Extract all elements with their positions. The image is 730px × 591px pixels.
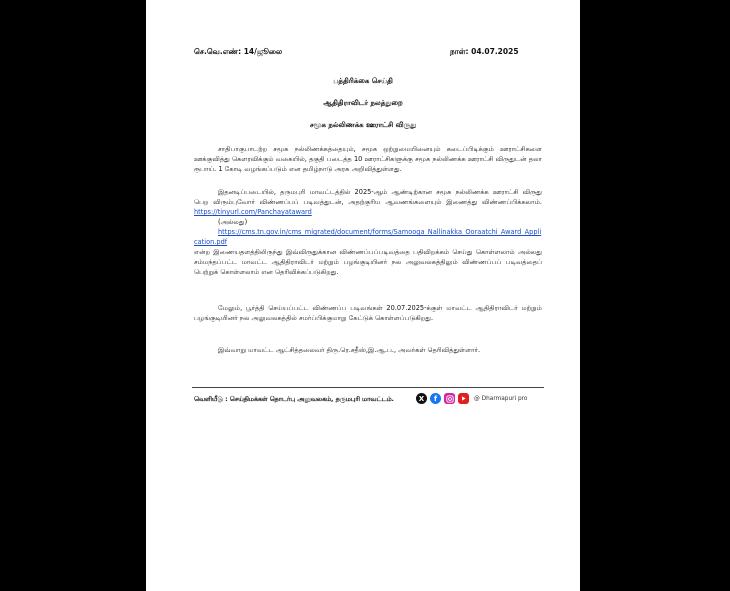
paragraph-2-text-b: என்ற இணையதளத்திலிருந்து இவ்விருதுக்கான விண்ணப்பப்படிவத்தை பதிவிறக்கம் செய்து கொள்ளலாம் அல்லது சம்மந்தப்பட்ட மாவட்ட ஆதிதிராவிடர் மற்றும் பழங்குடியினர் நல அலுவலகத்திலும் விண்ணப்பப் படிவத்தைப் பெற்றுக் கொள்ளலாம் என தெரிவிக்கப்படுகிறது. (194, 248, 542, 276)
release-date: நாள்: 04.07.2025 (450, 47, 519, 56)
paragraph-1-text: சாதிபாகுபாடற்ற சமூக நல்லிணக்கத்தையும், சமூக ஒற்றுமையினையும் கடைப்பிடிக்கும் ஊராட்சிகளை ஊக்குவித்து கௌரவிக்கும் வகையில், தகுதி படைத்த 10 ஊராட்சிகளுக்கு சமூக நல்லிணக்க ஊராட்சி விருதுடன் தலா ரூபாய். 1 கோடி வழங்கப்படும் என தமிழ்நாடு அரசு அறிவித்துள்ளது. (194, 145, 542, 173)
tinyurl-link[interactable]: https://tinyurl.com/Panchayataward (194, 208, 312, 216)
paragraph-2-text-a: இதனடிப்படையில், தருமபுரி மாவட்டத்தில் 2025-ஆம் ஆண்டிற்கான சமூக நல்லிணக்க ஊராட்சி விருது பெற விரும்புவோர் விண்ணப்பப் படிவத்துடன், அதற்குரிய ஆவணங்களையும் இணைத்து விண்ணப்பிக்கலாம். (194, 188, 542, 206)
paragraph-4-text: இவ்வாறு மாவட்ட ஆட்சித்தலைவர் திரு.ரெ.சதீஸ்,இ.ஆ.ப., அவர்கள் தெரிவித்துள்ளார். (218, 346, 481, 354)
subject-title: சமூக நல்லிணக்க ஊராட்சி விருது (309, 121, 417, 129)
instagram-icon[interactable] (444, 393, 455, 404)
department-title: ஆதிதிராவிடர் நலத்துறை (323, 99, 403, 107)
facebook-icon[interactable]: f (430, 393, 441, 404)
footer-divider (192, 387, 544, 388)
social-handle: @ Dharmapuri pro (474, 395, 528, 402)
paragraph-1 (194, 144, 542, 174)
x-icon[interactable]: X (416, 393, 427, 404)
paragraph-3-text: மேலும், பூர்த்தி செய்யப்பட்ட விண்ணப்ப படிவங்கள் 20.07.2025-க்குள் மாவட்ட ஆதிதிராவிடர் மற்றும் பழங்குடியினர் நல அலுவலகத்தில் சமர்ப்பிக்குமாறு கேட்டுக் கொள்ளப்படுகிறது. (194, 304, 542, 322)
or-text: (அல்லது) (218, 218, 248, 226)
document-kind-title: பத்திரிக்கை செய்தி (333, 77, 393, 85)
reference-number: செ.வெ.எண்: 14/ஜூலை (194, 47, 283, 56)
youtube-icon[interactable] (458, 393, 469, 404)
press-release-page (146, 0, 580, 591)
paragraph-2 (194, 187, 542, 277)
paragraph-4 (194, 345, 542, 355)
issuer-line: வெளியீடு : செய்திமக்கள் தொடர்பு அலுவலகம், தருமபுரி மாவட்டம். (194, 396, 394, 403)
application-pdf-link[interactable]: https://cms.tn.gov.in/cms_migrated/document/forms/Samooga_Nallinakka_Ooraatchi_Award_Application.pdf (194, 228, 542, 246)
social-links (416, 393, 527, 404)
paragraph-2-block (194, 187, 542, 277)
paragraph-3 (194, 303, 542, 323)
